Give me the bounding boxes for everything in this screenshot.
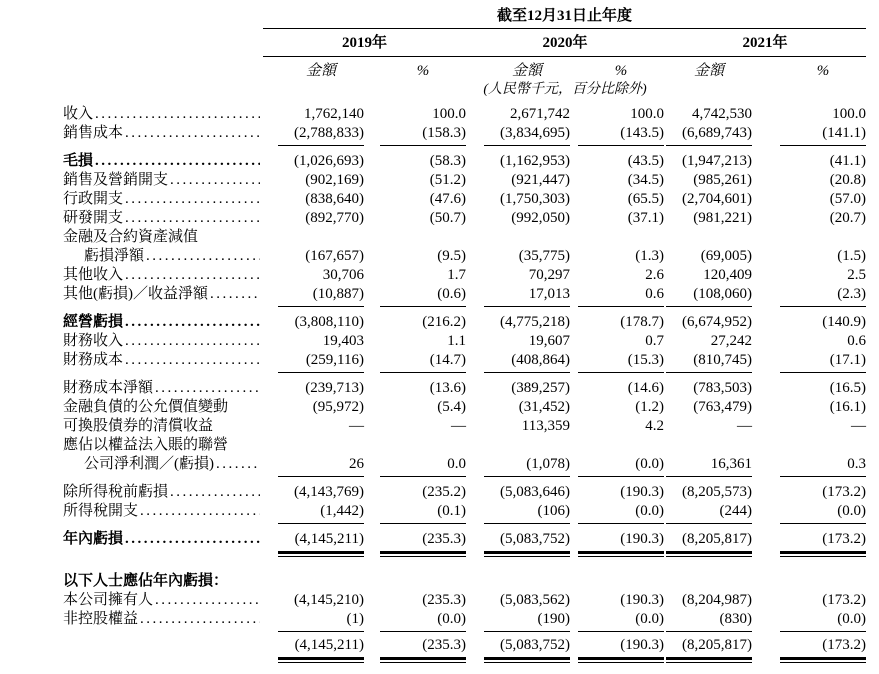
unit-note: (人民幣千元，百分比除外) bbox=[483, 82, 647, 97]
double-rule-row bbox=[63, 551, 866, 557]
row-label: 銷售及營銷開支 bbox=[63, 172, 169, 188]
percent-cell: (0.1) bbox=[437, 503, 466, 519]
amount-cell: (389,257) bbox=[511, 380, 570, 396]
percent-cell: (0.0) bbox=[635, 456, 664, 472]
table-row-owners-of-company bbox=[63, 591, 866, 610]
percent-cell: (0.0) bbox=[437, 611, 466, 627]
percent-cell: (0.0) bbox=[635, 611, 664, 627]
percent-cell: (20.7) bbox=[829, 210, 866, 226]
percent-cell: (190.3) bbox=[620, 484, 664, 500]
amount-cell: (106) bbox=[537, 503, 570, 519]
percent-cell: (178.7) bbox=[620, 314, 664, 330]
percent-cell: 2.5 bbox=[847, 267, 866, 283]
percent-cell: (235.3) bbox=[422, 637, 466, 653]
percent-cell: (0.0) bbox=[635, 503, 664, 519]
percent-cell: (140.9) bbox=[822, 314, 866, 330]
dotted-leader bbox=[125, 209, 260, 228]
dotted-leader bbox=[125, 313, 260, 332]
row-label: 年內虧損 bbox=[63, 531, 124, 547]
table-row-revenue bbox=[63, 105, 866, 124]
row-label: 金融負債的公允價值變動 bbox=[63, 399, 229, 415]
percent-cell: 1.7 bbox=[447, 267, 466, 283]
row-label: 行政開支 bbox=[63, 191, 124, 207]
percent-cell: (16.1) bbox=[829, 399, 866, 415]
row-label: 除所得稅前虧損 bbox=[63, 484, 169, 500]
rule-row bbox=[63, 523, 866, 524]
amount-cell: (838,640) bbox=[305, 191, 364, 207]
percent-cell: (173.2) bbox=[822, 637, 866, 653]
percent-cell: (58.3) bbox=[429, 153, 466, 169]
amount-cell: (1,078) bbox=[526, 456, 570, 472]
year-header-2019: 2019年 bbox=[341, 35, 387, 51]
dotted-leader bbox=[95, 152, 260, 171]
amount-cell: (5,083,562) bbox=[500, 592, 570, 608]
row-label: 其他收入 bbox=[63, 267, 124, 283]
percent-cell: (1.5) bbox=[837, 248, 866, 264]
percent-header-2020: % bbox=[614, 63, 628, 79]
percent-cell: (235.3) bbox=[422, 592, 466, 608]
table-row-net-finance-costs bbox=[63, 379, 866, 398]
percent-cell: (190.3) bbox=[620, 592, 664, 608]
table-row-impairment-line2 bbox=[63, 247, 866, 266]
year-header-rules bbox=[63, 56, 866, 57]
table-row-admin-expenses bbox=[63, 190, 866, 209]
amount-cell: (244) bbox=[719, 503, 752, 519]
dotted-leader bbox=[155, 591, 260, 610]
amount-cell: (921,447) bbox=[511, 172, 570, 188]
rule-row bbox=[63, 372, 866, 373]
percent-cell: (190.3) bbox=[620, 637, 664, 653]
row-label: 其他(虧損)／收益淨額 bbox=[63, 286, 208, 302]
amount-cell: (981,221) bbox=[693, 210, 752, 226]
dotted-leader bbox=[155, 379, 260, 398]
amount-cell: (8,204,987) bbox=[682, 592, 752, 608]
table-row-selling-expenses bbox=[63, 171, 866, 190]
amount-cell: — bbox=[349, 418, 364, 434]
amount-cell: (1,750,303) bbox=[500, 191, 570, 207]
dotted-leader bbox=[125, 351, 260, 370]
table-row-loss-for-year bbox=[63, 530, 866, 549]
percent-cell: (43.5) bbox=[627, 153, 664, 169]
double-rule-row bbox=[63, 657, 866, 663]
table-row-attributable-total bbox=[63, 636, 866, 655]
row-label: 研發開支 bbox=[63, 210, 124, 226]
amount-cell: (1,162,953) bbox=[500, 153, 570, 169]
table-row-loss-before-tax bbox=[63, 483, 866, 502]
row-label: 銷售成本 bbox=[63, 125, 124, 141]
dotted-leader bbox=[125, 124, 260, 143]
dotted-leader bbox=[140, 610, 260, 629]
table-row-gross-loss bbox=[63, 152, 866, 171]
percent-cell: (173.2) bbox=[822, 484, 866, 500]
amount-cell: (8,205,817) bbox=[682, 531, 752, 547]
amount-cell: (259,116) bbox=[305, 352, 364, 368]
percent-cell: 1.1 bbox=[447, 333, 466, 349]
percent-cell: (34.5) bbox=[627, 172, 664, 188]
percent-cell: (1.2) bbox=[635, 399, 664, 415]
amount-cell: (3,834,695) bbox=[500, 125, 570, 141]
percent-cell: 4.2 bbox=[645, 418, 664, 434]
row-label: 以下人士應佔年內虧損： bbox=[63, 573, 229, 589]
amount-cell: 2,671,742 bbox=[510, 106, 570, 122]
table-row-impairment-line1 bbox=[63, 228, 866, 247]
amount-cell: (167,657) bbox=[305, 248, 364, 264]
amount-cell: (1) bbox=[346, 611, 364, 627]
table-row-income-tax-expense bbox=[63, 502, 866, 521]
table-row-other-gains-net bbox=[63, 285, 866, 304]
amount-cell: (1,947,213) bbox=[682, 153, 752, 169]
amount-cell: 19,607 bbox=[528, 333, 570, 349]
amount-cell: (408,864) bbox=[511, 352, 570, 368]
amount-cell: 30,706 bbox=[322, 267, 364, 283]
percent-cell: (235.2) bbox=[422, 484, 466, 500]
percent-cell: (0.6) bbox=[437, 286, 466, 302]
row-label: 虧損淨額 bbox=[84, 248, 145, 264]
amount-cell: (4,145,210) bbox=[294, 592, 364, 608]
amount-cell: — bbox=[737, 418, 752, 434]
amount-cell: 19,403 bbox=[322, 333, 364, 349]
amount-cell: (3,808,110) bbox=[294, 314, 364, 330]
percent-cell: (20.8) bbox=[829, 172, 866, 188]
row-label: 非控股權益 bbox=[63, 611, 139, 627]
table-row-associates-line2 bbox=[63, 455, 866, 474]
percent-cell: (50.7) bbox=[429, 210, 466, 226]
percent-cell: (41.1) bbox=[829, 153, 866, 169]
percent-cell: (37.1) bbox=[627, 210, 664, 226]
row-label: 毛損 bbox=[63, 153, 94, 169]
percent-cell: — bbox=[451, 418, 466, 434]
table-row-attributable-header bbox=[63, 572, 866, 591]
percent-cell: (17.1) bbox=[829, 352, 866, 368]
row-label: 經營虧損 bbox=[63, 314, 124, 330]
percent-cell: 0.0 bbox=[447, 456, 466, 472]
amount-cell: (95,972) bbox=[312, 399, 364, 415]
amount-cell: 113,359 bbox=[521, 418, 570, 434]
amount-cell: (5,083,752) bbox=[500, 637, 570, 653]
row-label: 財務成本淨額 bbox=[63, 380, 154, 396]
amount-cell: (6,674,952) bbox=[682, 314, 752, 330]
percent-cell: 100.0 bbox=[432, 106, 466, 122]
amount-cell: 4,742,530 bbox=[692, 106, 752, 122]
percent-cell: (216.2) bbox=[422, 314, 466, 330]
amount-cell: (2,788,833) bbox=[294, 125, 364, 141]
year-header-2020: 2020年 bbox=[542, 35, 588, 51]
amount-cell: 27,242 bbox=[710, 333, 752, 349]
amount-cell: (4,143,769) bbox=[294, 484, 364, 500]
dotted-leader bbox=[146, 247, 260, 266]
percent-cell: — bbox=[851, 418, 866, 434]
amount-cell: (5,083,752) bbox=[500, 531, 570, 547]
amount-header-2019: 金額 bbox=[305, 63, 336, 79]
table-row-cost-of-sales bbox=[63, 124, 866, 143]
percent-cell: (143.5) bbox=[620, 125, 664, 141]
row-label: 公司淨利潤／(虧損) bbox=[84, 456, 214, 472]
percent-cell: (15.3) bbox=[627, 352, 664, 368]
percent-cell: (1.3) bbox=[635, 248, 664, 264]
amount-cell: (108,060) bbox=[693, 286, 752, 302]
amount-header-2020: 金額 bbox=[511, 63, 542, 79]
percent-cell: 100.0 bbox=[630, 106, 664, 122]
percent-cell: 0.3 bbox=[847, 456, 866, 472]
row-label: 財務成本 bbox=[63, 352, 124, 368]
financials-table bbox=[63, 6, 866, 663]
amount-cell: (1,442) bbox=[320, 503, 364, 519]
amount-cell: (4,145,211) bbox=[294, 637, 364, 653]
table-row-non-controlling-interests bbox=[63, 610, 866, 629]
percent-cell: 0.6 bbox=[645, 286, 664, 302]
dotted-leader bbox=[170, 171, 260, 190]
amount-cell: (892,770) bbox=[305, 210, 364, 226]
percent-cell: 0.6 bbox=[847, 333, 866, 349]
amount-cell: (35,775) bbox=[518, 248, 570, 264]
dotted-leader bbox=[125, 266, 260, 285]
table-row-finance-income bbox=[63, 332, 866, 351]
percent-cell: (51.2) bbox=[429, 172, 466, 188]
dotted-leader bbox=[210, 285, 260, 304]
amount-cell: (239,713) bbox=[305, 380, 364, 396]
amount-cell: (985,261) bbox=[693, 172, 752, 188]
amount-cell: 16,361 bbox=[710, 456, 752, 472]
percent-cell: (190.3) bbox=[620, 531, 664, 547]
year-header-2021: 2021年 bbox=[742, 35, 788, 51]
dotted-leader bbox=[140, 502, 260, 521]
row-label: 金融及合約資產減值 bbox=[63, 229, 199, 245]
percent-cell: (13.6) bbox=[429, 380, 466, 396]
amount-cell: (2,704,601) bbox=[682, 191, 752, 207]
percent-cell: (14.7) bbox=[429, 352, 466, 368]
amount-cell: 26 bbox=[349, 456, 364, 472]
table-row-finance-costs bbox=[63, 351, 866, 370]
percent-cell: (14.6) bbox=[627, 380, 664, 396]
amount-cell: (31,452) bbox=[518, 399, 570, 415]
amount-cell: (830) bbox=[719, 611, 752, 627]
amount-cell: (5,083,646) bbox=[500, 484, 570, 500]
period-header: 截至12月31日止年度 bbox=[496, 8, 632, 24]
table-row-fv-changes bbox=[63, 398, 866, 417]
dotted-leader bbox=[125, 332, 260, 351]
dotted-leader bbox=[125, 190, 260, 209]
dotted-leader bbox=[170, 483, 260, 502]
percent-cell: (65.5) bbox=[627, 191, 664, 207]
percent-cell: (2.3) bbox=[837, 286, 866, 302]
row-label: 應佔以權益法入賬的聯營 bbox=[63, 437, 229, 453]
percent-cell: (0.0) bbox=[837, 611, 866, 627]
dotted-leader bbox=[125, 530, 260, 549]
amount-cell: 17,013 bbox=[528, 286, 570, 302]
row-label: 本公司擁有人 bbox=[63, 592, 154, 608]
percent-cell: (173.2) bbox=[822, 531, 866, 547]
header-top-rule bbox=[63, 28, 866, 29]
amount-cell: 1,762,140 bbox=[304, 106, 364, 122]
rule-row bbox=[63, 306, 866, 307]
amount-cell: (4,775,218) bbox=[500, 314, 570, 330]
dotted-leader bbox=[95, 105, 260, 124]
amount-cell: 70,297 bbox=[528, 267, 570, 283]
row-label: 可換股債券的清償收益 bbox=[63, 418, 214, 434]
amount-cell: (69,005) bbox=[700, 248, 752, 264]
amount-cell: (810,745) bbox=[693, 352, 752, 368]
row-label: 收入 bbox=[63, 106, 94, 122]
table-row-cb-settlement-gain bbox=[63, 417, 866, 436]
amount-cell: (1,026,693) bbox=[294, 153, 364, 169]
amount-cell: (783,503) bbox=[693, 380, 752, 396]
percent-cell: (57.0) bbox=[829, 191, 866, 207]
percent-cell: (47.6) bbox=[429, 191, 466, 207]
amount-cell: 120,409 bbox=[703, 267, 752, 283]
amount-cell: (4,145,211) bbox=[294, 531, 364, 547]
percent-cell: (16.5) bbox=[829, 380, 866, 396]
table-row-other-income bbox=[63, 266, 866, 285]
percent-cell: (173.2) bbox=[822, 592, 866, 608]
rule-row bbox=[63, 631, 866, 632]
amount-cell: (902,169) bbox=[305, 172, 364, 188]
percent-cell: (235.3) bbox=[422, 531, 466, 547]
percent-cell: (9.5) bbox=[437, 248, 466, 264]
amount-cell: (992,050) bbox=[511, 210, 570, 226]
percent-cell: 2.6 bbox=[645, 267, 664, 283]
percent-cell: 100.0 bbox=[832, 106, 866, 122]
percent-header-2021: % bbox=[816, 63, 830, 79]
amount-cell: (763,479) bbox=[693, 399, 752, 415]
rule-row bbox=[63, 476, 866, 477]
amount-cell: (190) bbox=[537, 611, 570, 627]
percent-cell: (5.4) bbox=[437, 399, 466, 415]
amount-header-2021: 金額 bbox=[693, 63, 724, 79]
table-row-rd-expenses bbox=[63, 209, 866, 228]
amount-cell: (6,689,743) bbox=[682, 125, 752, 141]
row-label: 所得稅開支 bbox=[63, 503, 139, 519]
percent-header-2019: % bbox=[416, 63, 430, 79]
amount-cell: (10,887) bbox=[312, 286, 364, 302]
percent-cell: (158.3) bbox=[422, 125, 466, 141]
percent-cell: 0.7 bbox=[645, 333, 664, 349]
table-row-associates-line1 bbox=[63, 436, 866, 455]
percent-cell: (141.1) bbox=[822, 125, 866, 141]
row-label: 財務收入 bbox=[63, 333, 124, 349]
amount-cell: (8,205,573) bbox=[682, 484, 752, 500]
rule-row bbox=[63, 145, 866, 146]
dotted-leader bbox=[216, 455, 260, 474]
percent-cell: (0.0) bbox=[837, 503, 866, 519]
table-row-operating-loss bbox=[63, 313, 866, 332]
amount-cell: (8,205,817) bbox=[682, 637, 752, 653]
